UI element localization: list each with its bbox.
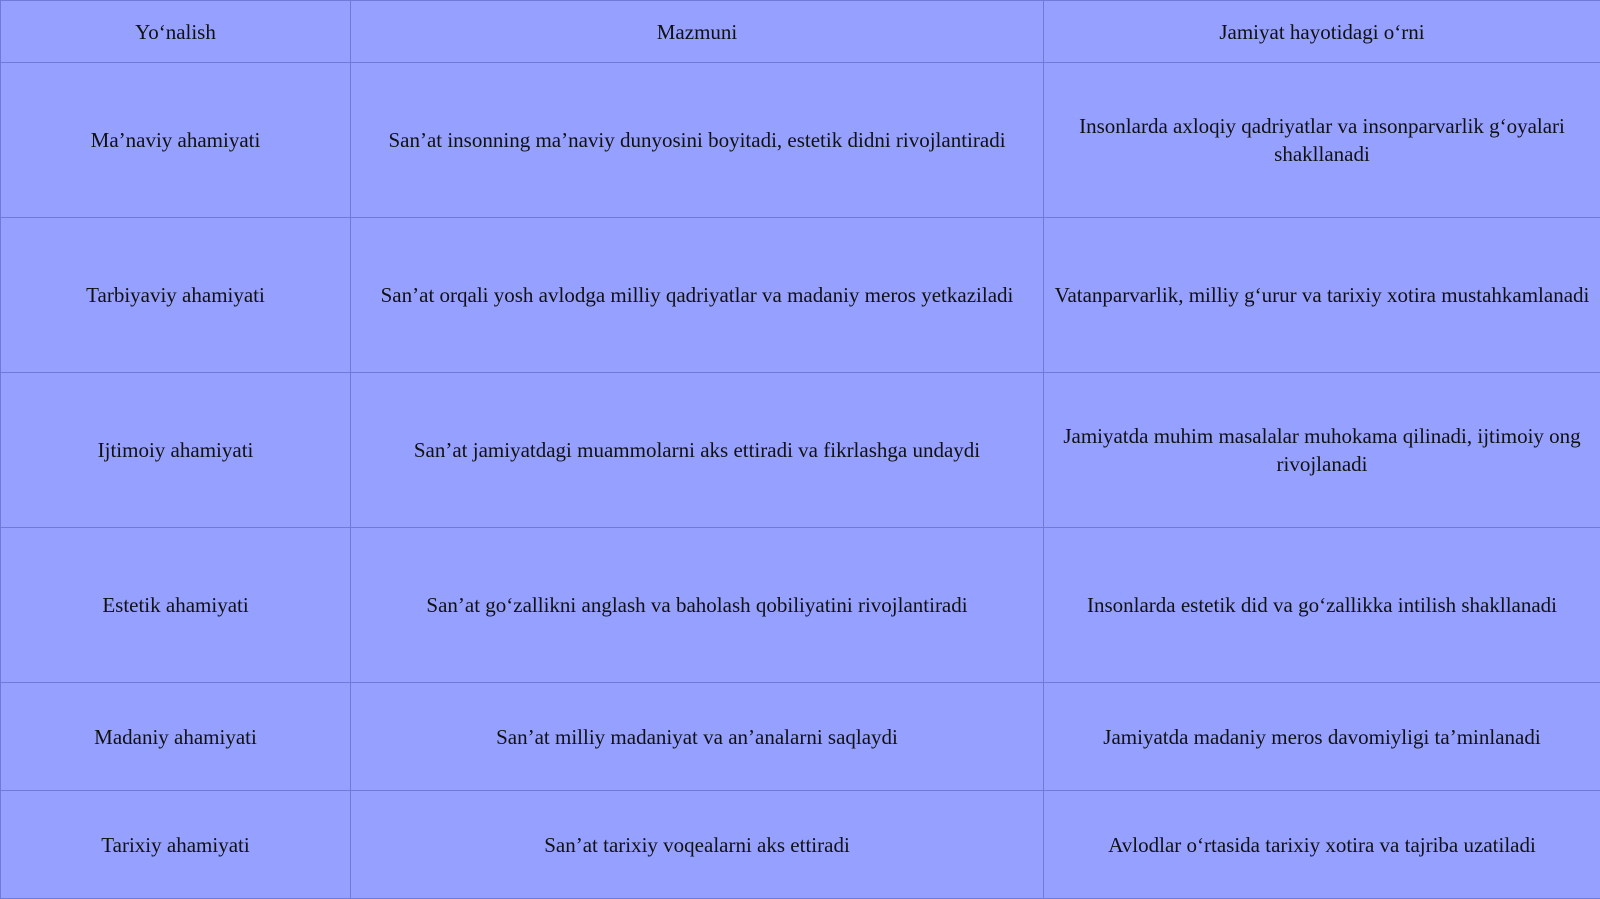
header-role: Jamiyat hayotidagi o‘rni: [1044, 1, 1600, 63]
table-row: [1, 373, 1600, 528]
cell-role: Insonlarda axloqiy qadriyatlar va insonparvarlik g‘oyalari shakllanadi: [1044, 63, 1600, 218]
cell-content: San’at orqali yosh avlodga milliy qadriyatlar va madaniy meros yetkaziladi: [351, 218, 1044, 373]
cell-role: Jamiyatda muhim masalalar muhokama qilinadi, ijtimoiy ong rivojlanadi: [1044, 373, 1600, 528]
cell-role: Jamiyatda madaniy meros davomiyligi ta’minlanadi: [1044, 683, 1600, 791]
header-direction: Yo‘nalish: [1, 1, 351, 63]
cell-content: San’at insonning ma’naviy dunyosini boyitadi, estetik didni rivojlantiradi: [351, 63, 1044, 218]
table-header-row: [1, 1, 1600, 63]
cell-content: San’at milliy madaniyat va an’analarni saqlaydi: [351, 683, 1044, 791]
cell-direction: Ma’naviy ahamiyati: [1, 63, 351, 218]
header-content: Mazmuni: [351, 1, 1044, 63]
cell-content: San’at go‘zallikni anglash va baholash qobiliyatini rivojlantiradi: [351, 528, 1044, 683]
table-row: [1, 63, 1600, 218]
cell-direction: Tarbiyaviy ahamiyati: [1, 218, 351, 373]
cell-direction: Madaniy ahamiyati: [1, 683, 351, 791]
table-row: [1, 683, 1600, 791]
table-row: [1, 528, 1600, 683]
cell-content: San’at jamiyatdagi muammolarni aks ettiradi va fikrlashga undaydi: [351, 373, 1044, 528]
cell-direction: Estetik ahamiyati: [1, 528, 351, 683]
cell-direction: Ijtimoiy ahamiyati: [1, 373, 351, 528]
cell-direction: Tarixiy ahamiyati: [1, 791, 351, 899]
cell-role: Insonlarda estetik did va go‘zallikka intilish shakllanadi: [1044, 528, 1600, 683]
cell-role: Vatanparvarlik, milliy g‘urur va tarixiy xotira mustahkamlanadi: [1044, 218, 1600, 373]
table-row: [1, 218, 1600, 373]
cell-content: San’at tarixiy voqealarni aks ettiradi: [351, 791, 1044, 899]
table-row: [1, 791, 1600, 899]
cell-role: Avlodlar o‘rtasida tarixiy xotira va tajriba uzatiladi: [1044, 791, 1600, 899]
